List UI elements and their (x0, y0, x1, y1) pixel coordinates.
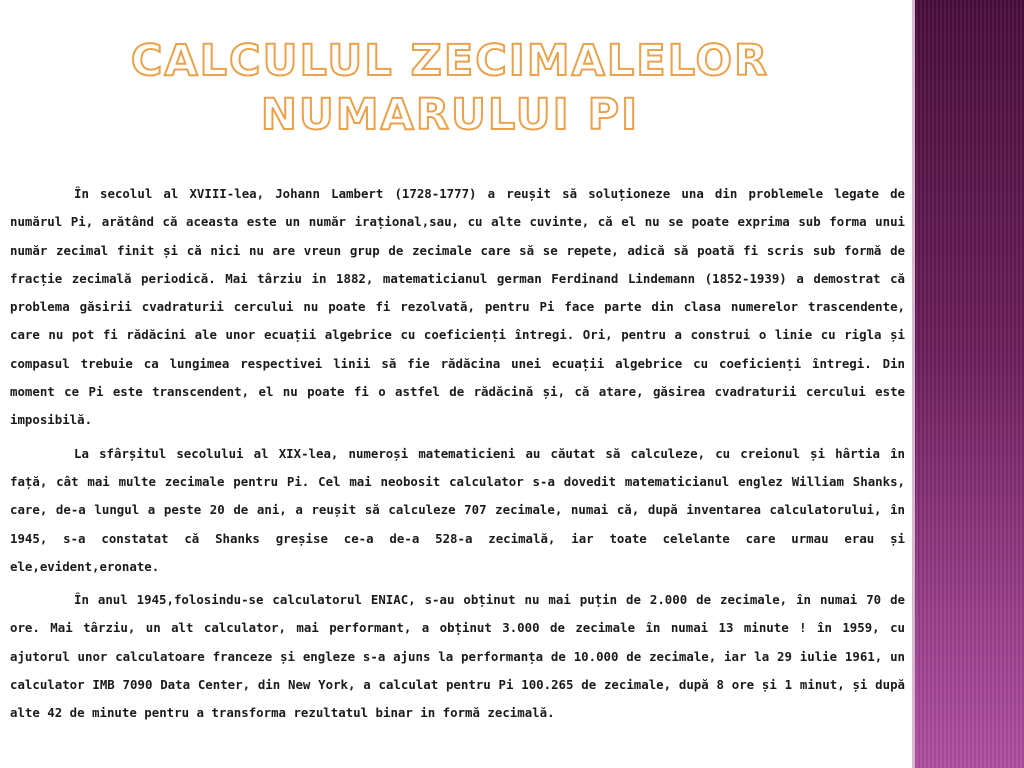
paragraph-computers: În anul 1945,folosindu-se calculatorul ENIAC, s-au obținut nu mai puțin de 2.000 de zecimale, în numai 70 de ore. Mai târziu, un alt calculator, mai performant, a obținut 3.000 de zecimale în numai 13 minute ! în 1959, cu ajutorul unor calculatoare franceze și engleze s-a ajuns la performanța de 10.000 de zecimale, iar la 29 iulie 1961, un calculator IMB 7090 Data Center, din New York, a calculat pentru Pi 100.265 de zecimale, după 8 ore și 1 minut, și după alte 42 de minute pentru a transforma rezultatul binar in formă zecimală. (10, 592, 905, 721)
slide-title (100, 34, 800, 142)
title-line-2: NUMARULUI PI (260, 90, 640, 140)
title-line-1: CALCULUL ZECIMALELOR (130, 36, 770, 86)
sidebar-texture (912, 0, 1024, 768)
paragraph-lambert-lindemann: În secolul al XVIII-lea, Johann Lambert (1728-1777) a reușit să soluționeze una din problemele legate de numărul Pi, arătând că aceasta este un număr irațional,sau, cu alte cuvinte, că el nu se poate exprima sub forma unui număr zecimal finit și că nici nu are vreun grup de zecimale care să se repete, adică să poată fi scris sub formă de fracție zecimală periodică. Mai târziu in 1882, matematicianul german Ferdinand Lindemann (1852-1939) a demostrat că problema găsirii cvadraturii cercului nu poate fi rezolvată, pentru Pi face parte din clasa numerelor trascendente, care nu pot fi rădăcini ale unor ecuații algebrice cu coeficienți întregi. Ori, pentru a construi o linie cu rigla și compasul trebuie ca lungimea respectivei linii să fie rădăcina unei ecuații algebrice cu coeficienți întregi. Din moment ce Pi este transcendent, el nu poate fi o astfel de rădăcină și, că atare, găsirea cvadraturii cercului este imposibilă. (10, 186, 905, 428)
paragraph-shanks: La sfârșitul secolului al XIX-lea, numeroși matematicieni au căutat să calculeze, cu creionul și hârtia în față, cât mai multe zecimale pentru Pi. Cel mai neobosit calculator s-a dovedit matematicianul englez William Shanks, care, de-a lungul a peste 20 de ani, a reușit să calculeze 707 zecimale, numai că, după inventarea calculatorului, în 1945, s-a constatat că Shanks greșise ce-a de-a 528-a zecimală, iar toate celelante care urmau erau și ele,evident,eronate. (10, 445, 905, 574)
decorative-sidebar (912, 0, 1024, 768)
slide-body (10, 180, 905, 733)
sidebar-edge-line (912, 0, 915, 768)
